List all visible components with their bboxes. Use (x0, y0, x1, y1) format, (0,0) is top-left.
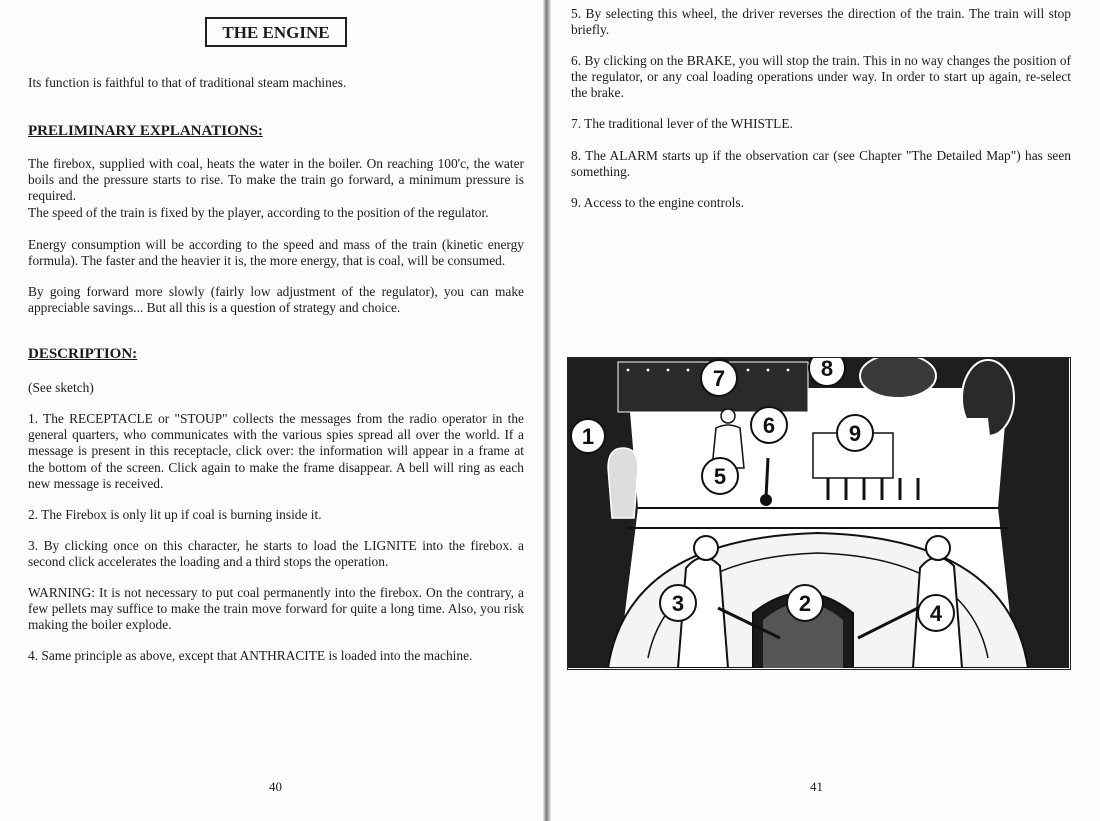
callout-1-label: 1 (581, 424, 595, 449)
see-sketch-text: (See sketch) (28, 380, 94, 395)
page-title: THE ENGINE (205, 17, 347, 47)
callout-4 (918, 595, 954, 631)
item-1-text: 1. The RECEPTACLE or "STOUP" collects the messages from the radio operator in the general quarters, who communicates with the various spies spread all over the world. If a message is present in this receptacle, click over: the information will appear in a frame at the bottom of the screen. Click again to make the frame disappear. A bell will ring as each new message is received. (28, 411, 524, 491)
callout-3 (660, 585, 696, 621)
item-8-text: 8. The ALARM starts up if the observation car (see Chapter "The Detailed Map") has seen something. (571, 148, 1071, 180)
callout-6-label: 6 (762, 413, 776, 438)
callout-8-label: 8 (820, 358, 834, 381)
right-page (549, 0, 1100, 821)
callout-5-label: 5 (713, 464, 727, 489)
item-3-text: 3. By clicking once on this character, he starts to load the LIGNITE into the firebox. a second click accelerates the loading and a third stops the operation. (28, 538, 524, 570)
item-4-text: 4. Same principle as above, except that ANTHRACITE is loaded into the machine. (28, 648, 473, 663)
item-6-text: 6. By clicking on the BRAKE, you will stop the train. This in no way changes the position of the regulator, or any coal loading operations under way. In order to start up again, re-select the brake. (571, 53, 1071, 101)
callout-6 (751, 407, 787, 443)
prelim-paragraph-1: The firebox, supplied with coal, heats the water in the boiler. On reaching 100'c, the water boils and the pressure starts to rise. To make the train go forward, a minimum pressure is required. (28, 156, 524, 204)
callout-7 (701, 360, 737, 396)
description-heading: DESCRIPTION: (28, 346, 138, 362)
callout-9 (837, 415, 873, 451)
prelim-paragraph-2: The speed of the train is fixed by the player, according to the position of the regulator. (28, 205, 489, 220)
callout-7-label: 7 (712, 366, 726, 391)
callout-5 (702, 458, 738, 494)
engine-sketch-drawing (568, 358, 1069, 668)
preliminary-heading: PRELIMINARY EXPLANATIONS: (28, 123, 263, 139)
callout-2-label: 2 (798, 591, 812, 616)
warning-text: WARNING: It is not necessary to put coal permanently into the firebox. On the contrary, a few pellets may suffice to make the train move forward for quite a long time. Also, you risk making the boiler explode. (28, 585, 524, 633)
callout-4-label: 4 (929, 601, 943, 626)
callout-8 (809, 358, 845, 386)
item-7-text: 7. The traditional lever of the WHISTLE. (571, 116, 793, 131)
callout-9-label: 9 (848, 421, 862, 446)
callout-2 (787, 585, 823, 621)
prelim-paragraph-3: Energy consumption will be according to the speed and mass of the train (kinetic energy formula). The faster and the heavier it is, the more energy, that is coal, will be consumed. (28, 237, 524, 269)
left-page (0, 0, 546, 821)
engine-sketch (567, 357, 1071, 670)
callout-1 (571, 419, 605, 453)
item-5-text: 5. By selecting this wheel, the driver reverses the direction of the train. The train will stop briefly. (571, 6, 1071, 38)
prelim-paragraph-4: By going forward more slowly (fairly low adjustment of the regulator), you can make appreciable savings... But all this is a question of strategy and choice. (28, 284, 524, 316)
item-9-text: 9. Access to the engine controls. (571, 195, 744, 210)
item-2-text: 2. The Firebox is only lit up if coal is burning inside it. (28, 507, 322, 522)
page-number-left: 40 (269, 779, 282, 794)
callout-3-label: 3 (671, 591, 685, 616)
page-number-right: 41 (810, 779, 823, 794)
intro-text: Its function is faithful to that of traditional steam machines. (28, 75, 347, 90)
